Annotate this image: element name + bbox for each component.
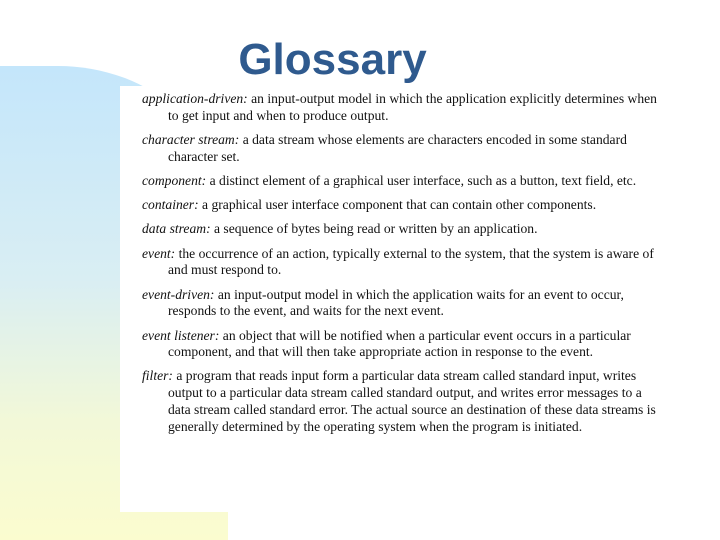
glossary-entry-event-driven — [142, 287, 660, 321]
glossary-term: container: — [142, 197, 199, 213]
glossary-definition: the occurrence of an action, typically external to the system, that the system is aware of and must respond to. — [168, 245, 654, 278]
glossary-term: application-driven: — [142, 91, 248, 106]
glossary-definition: a sequence of bytes being read or written by an application. — [214, 221, 538, 237]
glossary-entry-filter — [142, 368, 660, 435]
glossary-definition: an input-output model in which the application explicitly determines when to get input and when to produce output. — [168, 91, 657, 123]
glossary-term: event: — [142, 245, 176, 261]
glossary-entry-component — [142, 173, 660, 190]
glossary-list — [142, 91, 660, 443]
glossary-entry-character-stream — [142, 132, 660, 166]
glossary-definition: a graphical user interface component that can contain other components. — [202, 197, 597, 213]
glossary-term: component: — [142, 172, 207, 188]
glossary-entry-container — [142, 197, 660, 214]
glossary-term: filter: — [142, 368, 173, 384]
glossary-term: event listener: — [142, 327, 220, 343]
glossary-entry-event-listener — [142, 328, 660, 362]
glossary-term: event-driven: — [142, 286, 215, 302]
glossary-definition: a program that reads input form a particular data stream called standard input, writes output to a particular data stream called standard output, and writes error messages to a data stream called standard error. The actual source an destination of these data streams is generally determined by the operating system when the program is initiated. — [168, 368, 656, 434]
glossary-definition: a distinct element of a graphical user interface, such as a button, text field, etc. — [209, 172, 637, 188]
glossary-definition: an input-output model in which the application waits for an event to occur, responds to the event, and waits for the next event. — [168, 286, 624, 319]
glossary-definition: a data stream whose elements are characters encoded in some standard character set. — [168, 131, 627, 164]
glossary-entry-event — [142, 246, 660, 280]
glossary-entry-data-stream — [142, 221, 660, 238]
slide-title: Glossary — [238, 35, 427, 84]
glossary-term: data stream: — [142, 221, 211, 237]
glossary-entry-application-driven — [142, 91, 660, 125]
glossary-definition: an object that will be notified when a particular event occurs in a particular component, and that will then take appropriate action in response to the event. — [168, 327, 631, 360]
glossary-term: character stream: — [142, 131, 240, 147]
